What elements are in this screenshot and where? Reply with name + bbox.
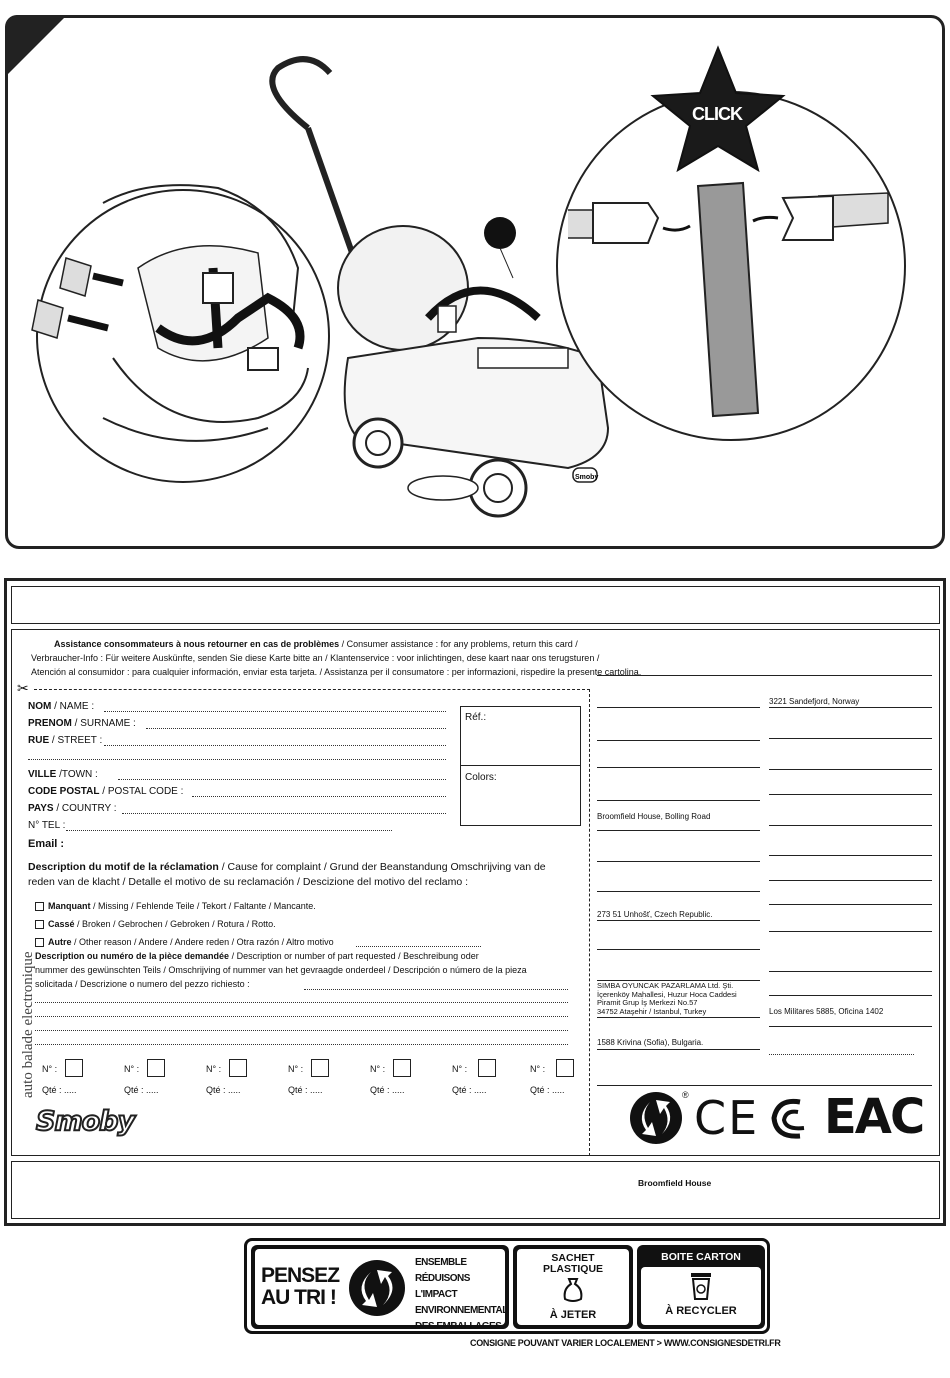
- part-number-box[interactable]: [393, 1059, 411, 1077]
- address-line: [769, 880, 932, 881]
- address-line: [597, 949, 760, 950]
- recycling-info-banner: [244, 1238, 770, 1334]
- address-line: [769, 904, 932, 905]
- option-other[interactable]: Autre / Other reason / Andere / Andere reden / Otra razón / Altro motivo: [35, 937, 334, 948]
- product-side-text: auto balade electronique: [20, 951, 36, 1098]
- cut-line-vertical: [589, 689, 590, 1156]
- address-line: [597, 1017, 760, 1018]
- option-broken[interactable]: Cassé / Broken / Gebrochen / Gebroken / Rotura / Rotto.: [35, 919, 276, 930]
- assembly-drawing: [8, 18, 942, 546]
- nom-label: NOM / NAME :: [28, 701, 95, 712]
- address-line: [769, 769, 932, 770]
- address-line: [769, 971, 932, 972]
- address-line: [597, 675, 932, 676]
- au-tri-label: AU TRI !: [261, 1286, 336, 1309]
- address-line: [597, 800, 760, 801]
- boite-carton-panel: [637, 1245, 765, 1329]
- address-bulgaria: 1588 Krivina (Sofia), Bulgaria.: [597, 1038, 704, 1047]
- part-number-box[interactable]: [229, 1059, 247, 1077]
- click-label: CLICK: [692, 104, 742, 124]
- ensemble-text: ENSEMBLE RÉDUISONS L'IMPACT ENVIRONNEMENTAL DES EMBALLAGES: [415, 1257, 508, 1332]
- prenom-label: PRENOM / SURNAME :: [28, 718, 136, 729]
- scissors-icon: ✂: [17, 680, 29, 696]
- part-field-1[interactable]: [304, 989, 568, 990]
- broken-checkbox[interactable]: [35, 920, 44, 929]
- email-label: Email :: [28, 838, 65, 850]
- assistance-line-1: Assistance consommateurs à nous retourner en cas de problèmes / Consumer assistance : for any problems, return this card /: [54, 639, 578, 649]
- address-line: [597, 1085, 932, 1086]
- part-field-4[interactable]: [35, 1030, 568, 1031]
- prenom-field[interactable]: [146, 728, 446, 729]
- eac-mark: EAC: [824, 1089, 924, 1145]
- rue-field[interactable]: [104, 745, 446, 746]
- complaint-description-line-1: Description du motif de la réclamation / Cause for complaint / Grund der Beanstandung Omschrijving van de: [28, 861, 546, 873]
- address-line: [769, 1054, 914, 1055]
- assistance-line-3: Atención al consumidor : para cualquier información, enviar esta tarjeta. / Assistanza per il consumatore : per informazioni, rispedire la presente cartolina.: [31, 667, 642, 677]
- certification-swirl-icon: [766, 1094, 814, 1142]
- green-dot-icon: [630, 1092, 682, 1144]
- part-number-box[interactable]: [556, 1059, 574, 1077]
- plastic-bag-icon: [561, 1277, 585, 1303]
- reference-label: Réf.:: [465, 712, 487, 723]
- address-simba: SIMBA OYUNCAK PAZARLAMA Ltd. Şti. İçerenköy Mahallesi, Huzur Hoca Caddesi Piramit Grup İş Merkezi No.57 34752 Ataşehir / Istanbul, Turkey: [597, 981, 737, 1016]
- part-number-box[interactable]: [147, 1059, 165, 1077]
- address-line: [769, 707, 932, 708]
- cut-line-horizontal: [34, 689, 590, 690]
- address-line: [597, 861, 760, 862]
- address-line: [769, 825, 932, 826]
- part-description-line-3: solicitada / Descrizione o numero del pezzo richiesto :: [35, 979, 250, 989]
- part-field-5[interactable]: [35, 1044, 568, 1045]
- smoby-logo: Smoby: [36, 1106, 135, 1137]
- rue-label: RUE / STREET :: [28, 735, 103, 746]
- pays-label: PAYS / COUNTRY :: [28, 803, 117, 814]
- recycle-arrows-icon: [630, 1092, 682, 1144]
- address-los-militares: Los Militares 5885, Oficina 1402: [769, 1007, 884, 1016]
- pensez-au-tri-panel: [251, 1245, 509, 1332]
- card-top-band: [11, 586, 940, 624]
- address-line: [597, 830, 760, 831]
- sachet-label: SACHET PLASTIQUE: [542, 1252, 604, 1275]
- boite-carton-label: BOITE CARTON: [661, 1251, 741, 1263]
- part-number-box[interactable]: [478, 1059, 496, 1077]
- sachet-plastique-panel: [513, 1245, 633, 1329]
- address-line: [597, 707, 760, 708]
- pays-field[interactable]: [122, 813, 446, 814]
- consigne-text: CONSIGNE POUVANT VARIER LOCALEMENT > WWW.CONSIGNESDETRI.FR: [470, 1338, 781, 1348]
- address-bottom: Broomfield House: [638, 1178, 712, 1188]
- card-bottom-band: [11, 1161, 940, 1219]
- address-line: [769, 1026, 932, 1027]
- address-line: [597, 740, 760, 741]
- address-line: [769, 931, 932, 932]
- nom-field[interactable]: [104, 711, 446, 712]
- address-line: [769, 794, 932, 795]
- recycle-arrows-icon: [349, 1260, 405, 1316]
- ville-field[interactable]: [118, 779, 446, 780]
- ville-label: VILLE /TOWN :: [28, 769, 98, 780]
- part-description-line-1: Description ou numéro de la pièce demandée / Description or number of part requested / Beschreibung oder: [35, 951, 479, 961]
- rue-field-line-2[interactable]: [28, 759, 446, 760]
- a-recycler-label: À RECYCLER: [665, 1305, 737, 1317]
- address-bolling-road: Broomfield House, Bolling Road: [597, 812, 711, 821]
- address-line: [769, 855, 932, 856]
- code-postal-field[interactable]: [192, 796, 446, 797]
- address-line: [597, 767, 760, 768]
- address-norway: 3221 Sandefjord, Norway: [769, 697, 860, 706]
- address-czech: 273 51 Unhošť, Czech Republic.: [597, 910, 713, 919]
- recycling-bin-icon: [689, 1271, 713, 1301]
- assistance-line-2: Verbraucher-Info : Für weitere Auskünfte, senden Sie diese Karte bitte an / Klantenservice : voor inlichtingen, dese kaart naar ons terugsturen /: [31, 653, 600, 663]
- address-line: [769, 995, 932, 996]
- address-line: [597, 1049, 760, 1050]
- option-missing[interactable]: Manquant / Missing / Fehlende Teile / Tekort / Faltante / Mancante.: [35, 901, 316, 912]
- tel-label: N° TEL :: [28, 820, 66, 831]
- other-checkbox[interactable]: [35, 938, 44, 947]
- ce-mark: CE: [694, 1091, 760, 1145]
- part-number-box[interactable]: [65, 1059, 83, 1077]
- part-field-3[interactable]: [35, 1016, 568, 1017]
- other-reason-field[interactable]: [356, 946, 481, 947]
- address-line: [597, 920, 760, 921]
- a-jeter-label: À JETER: [549, 1309, 597, 1321]
- address-line: [769, 738, 932, 739]
- complaint-description-line-2: reden van de klacht / Detalle el motivo de su reclamación / Descizione del motivo del reclamo :: [28, 876, 469, 888]
- stroller-brand-badge: Smoby: [575, 474, 599, 481]
- corner-marker: [5, 15, 67, 77]
- tel-field[interactable]: [66, 830, 392, 831]
- pensez-label: PENSEZ: [261, 1264, 340, 1287]
- harness-detail-circle: [32, 185, 329, 482]
- part-field-2[interactable]: [35, 1002, 568, 1003]
- address-line: [597, 891, 760, 892]
- code-postal-label: CODE POSTAL / POSTAL CODE :: [28, 786, 184, 797]
- triman-recycle-icon: [349, 1260, 405, 1316]
- assembly-illustration-panel: [5, 15, 945, 549]
- part-description-line-2: nummer des gewünschten Teils / Omschrijving of nummer van het gevraagde onderdeel / Descripción o número de la pieza: [35, 965, 527, 975]
- ukca-style-mark: [766, 1094, 814, 1142]
- part-number-box[interactable]: [311, 1059, 329, 1077]
- missing-checkbox[interactable]: [35, 902, 44, 911]
- registered-mark: ®: [682, 1090, 689, 1100]
- colors-label: Colors:: [465, 772, 497, 783]
